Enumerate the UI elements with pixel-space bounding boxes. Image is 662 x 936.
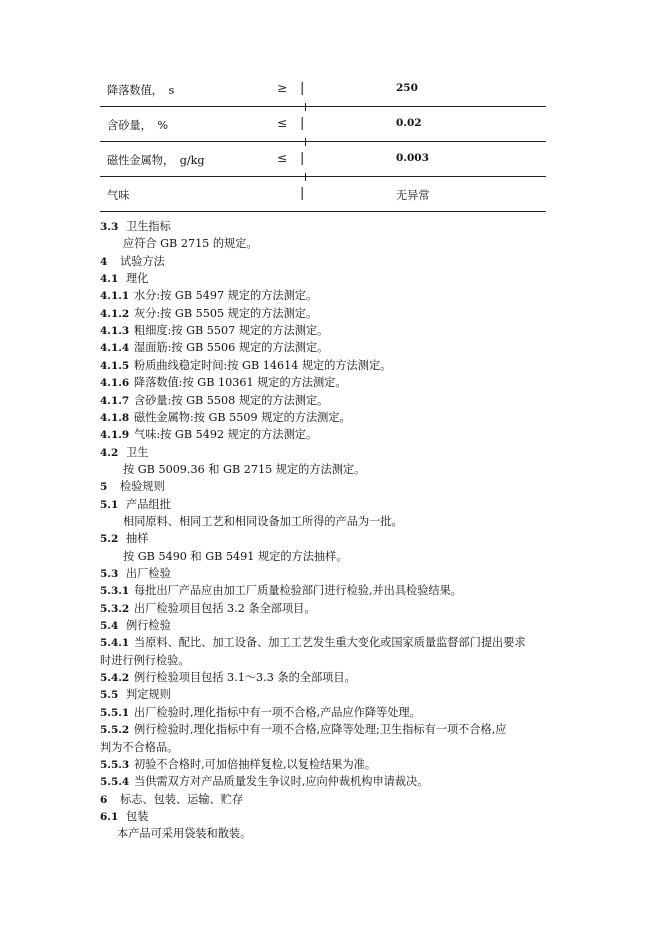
line-text: 出厂检验 — [126, 567, 171, 580]
section-line — [100, 722, 506, 738]
section-number: 4.1.8 — [100, 411, 130, 424]
section-number: 4.1.5 — [100, 359, 130, 372]
section-number: 4.1.1 — [100, 290, 130, 303]
table-row — [100, 72, 546, 107]
section-number: 5.3.1 — [100, 585, 130, 598]
line-text: 含砂量:按 GB 5508 规定的方法测定。 — [134, 393, 329, 407]
section-line — [100, 479, 165, 495]
spec-table — [100, 72, 546, 212]
line-text: 理化 — [126, 272, 149, 286]
item-name: 降落数值， s — [107, 84, 175, 97]
section-number: 4 — [100, 255, 108, 268]
item-value: 0.02 — [396, 117, 422, 129]
line-text: 粉质曲线稳定时间:按 GB 14614 规定的方法测定。 — [134, 358, 392, 372]
section-number: 4.2 — [100, 446, 119, 459]
line-text: 判定规则 — [126, 688, 171, 702]
section-number: 4.1.6 — [100, 377, 130, 390]
section-number: 5.4.1 — [100, 637, 130, 650]
text-line — [123, 549, 347, 565]
table-row — [100, 107, 546, 142]
section-line — [100, 566, 171, 582]
text-line — [100, 740, 178, 756]
table-row — [100, 142, 546, 177]
divider-tick — [305, 138, 306, 146]
line-text: 判为不合格品。 — [100, 740, 179, 754]
line-text: 本产品可采用袋装和散装。 — [117, 827, 252, 841]
section-line — [100, 774, 428, 790]
section-number: 5 — [100, 481, 108, 494]
section-line — [100, 670, 356, 686]
line-text: 当供需双方对产品质量发生争议时,应向仲裁机构申请裁决。 — [134, 775, 429, 789]
section-number: 5.1 — [100, 498, 119, 511]
section-line — [100, 427, 317, 443]
section-line — [100, 618, 171, 634]
section-number: 5.5 — [100, 689, 119, 702]
section-number: 5.2 — [100, 533, 119, 546]
section-number: 5.5.3 — [100, 758, 130, 771]
section-number: 4.1.3 — [100, 325, 130, 338]
text-line — [123, 236, 258, 252]
section-line — [100, 809, 148, 825]
section-number: 5.5.1 — [100, 706, 130, 719]
line-text: 气味:按 GB 5492 规定的方法测定。 — [134, 428, 318, 442]
section-line — [100, 254, 165, 270]
section-number: 5.3.2 — [100, 602, 130, 615]
section-line — [100, 497, 171, 513]
section-line — [100, 531, 148, 547]
section-line — [100, 757, 376, 773]
section-number: 6.1 — [100, 810, 119, 823]
line-text: 包装 — [126, 809, 149, 823]
line-text: 水分:按 GB 5497 规定的方法测定。 — [134, 289, 318, 303]
divider-tick — [305, 103, 306, 111]
line-text: 出厂检验时,理化指标中有一项不合格,产品应作降等处理。 — [134, 705, 421, 719]
section-line — [100, 393, 328, 409]
divider-tick — [305, 173, 306, 181]
section-line — [100, 687, 171, 703]
line-text: 按 GB 5490 和 GB 5491 规定的方法抽样。 — [123, 549, 348, 563]
comparison-symbol: ≤ — [277, 116, 288, 130]
line-text: 试验方法 — [120, 254, 165, 268]
section-line — [100, 410, 351, 426]
column-divider: | — [300, 186, 305, 201]
line-text: 粗细度:按 GB 5507 规定的方法测定。 — [134, 324, 329, 338]
line-text: 例行检验项目包括 3.1～3.3 条的全部项目。 — [134, 671, 356, 685]
column-divider: | — [300, 116, 305, 131]
line-text: 灰分:按 GB 5505 规定的方法测定。 — [134, 306, 318, 320]
line-text: 应符合 GB 2715 的规定。 — [123, 237, 258, 251]
line-text: 降落数值:按 GB 10361 规定的方法测定。 — [134, 376, 347, 390]
text-line — [123, 462, 365, 478]
section-number: 4.1.7 — [100, 394, 130, 407]
line-text: 卫生 — [126, 445, 149, 459]
section-number: 4.1.2 — [100, 307, 130, 320]
comparison-symbol: ≥ — [277, 81, 288, 95]
section-line — [100, 635, 526, 651]
section-number: 4.1 — [100, 273, 119, 286]
line-text: 标志、包装、运输、贮存 — [120, 792, 244, 806]
section-line — [100, 358, 391, 374]
item-name: 气味 — [107, 189, 130, 202]
item-value: 250 — [396, 82, 418, 94]
line-text: 时进行例行检验。 — [100, 653, 190, 667]
section-number: 4.1.9 — [100, 429, 130, 442]
item-value: 0.003 — [396, 152, 429, 164]
comparison-symbol: ≤ — [277, 151, 288, 165]
section-line — [100, 219, 171, 235]
line-text: 例行检验时,理化指标中有一项不合格,应降等处理;卫生指标有一项不合格,应 — [134, 723, 507, 737]
item-value: 无异常 — [396, 189, 430, 202]
column-divider: | — [300, 81, 305, 96]
line-text: 每批出厂产品应由加工厂质量检验部门进行检验,并出具检验结果。 — [134, 584, 462, 598]
section-number: 5.4.2 — [100, 672, 130, 685]
section-number: 4.1.4 — [100, 342, 130, 355]
table-row — [100, 177, 546, 212]
section-line — [100, 340, 328, 356]
section-number: 5.5.2 — [100, 724, 130, 737]
text-line — [123, 514, 403, 530]
section-line — [100, 375, 347, 391]
text-line — [100, 653, 190, 669]
section-number: 5.3 — [100, 568, 119, 580]
line-text: 相同原料、相同工艺和相同设备加工所得的产品为一批。 — [123, 514, 403, 528]
line-text: 检验规则 — [120, 480, 165, 494]
item-name: 含砂量， % — [107, 119, 168, 132]
section-line — [100, 601, 316, 617]
section-number: 6 — [100, 793, 108, 806]
line-text: 按 GB 5009.36 和 GB 2715 规定的方法测定。 — [123, 462, 366, 476]
line-text: 例行检验 — [126, 619, 171, 633]
section-line — [100, 445, 148, 461]
line-text: 抽样 — [126, 532, 149, 546]
section-line — [100, 323, 328, 339]
line-text: 当原料、配比、加工设备、加工工艺发生重大变化或国家质量监督部门提出要求 — [134, 636, 526, 650]
section-line — [100, 271, 148, 287]
section-line — [100, 306, 317, 322]
text-line — [117, 826, 251, 842]
line-text: 产品组批 — [126, 497, 171, 511]
section-number: 5.5.4 — [100, 776, 130, 789]
line-text: 卫生指标 — [126, 220, 171, 233]
column-divider: | — [300, 151, 305, 166]
line-text: 初验不合格时,可加倍抽样复检,以复检结果为准。 — [134, 757, 377, 771]
section-number: 5.4 — [100, 620, 119, 633]
section-line — [100, 705, 421, 721]
line-text: 磁性金属物:按 GB 5509 规定的方法测定。 — [134, 410, 351, 424]
section-line — [100, 583, 462, 599]
section-line — [100, 288, 317, 304]
line-text: 湿面筋:按 GB 5506 规定的方法测定。 — [134, 341, 329, 355]
item-name: 磁性金属物， g/kg — [107, 154, 205, 167]
line-text: 出厂检验项目包括 3.2 条全部项目。 — [134, 601, 316, 615]
section-number: 3.3 — [100, 221, 119, 233]
section-line — [100, 792, 243, 808]
